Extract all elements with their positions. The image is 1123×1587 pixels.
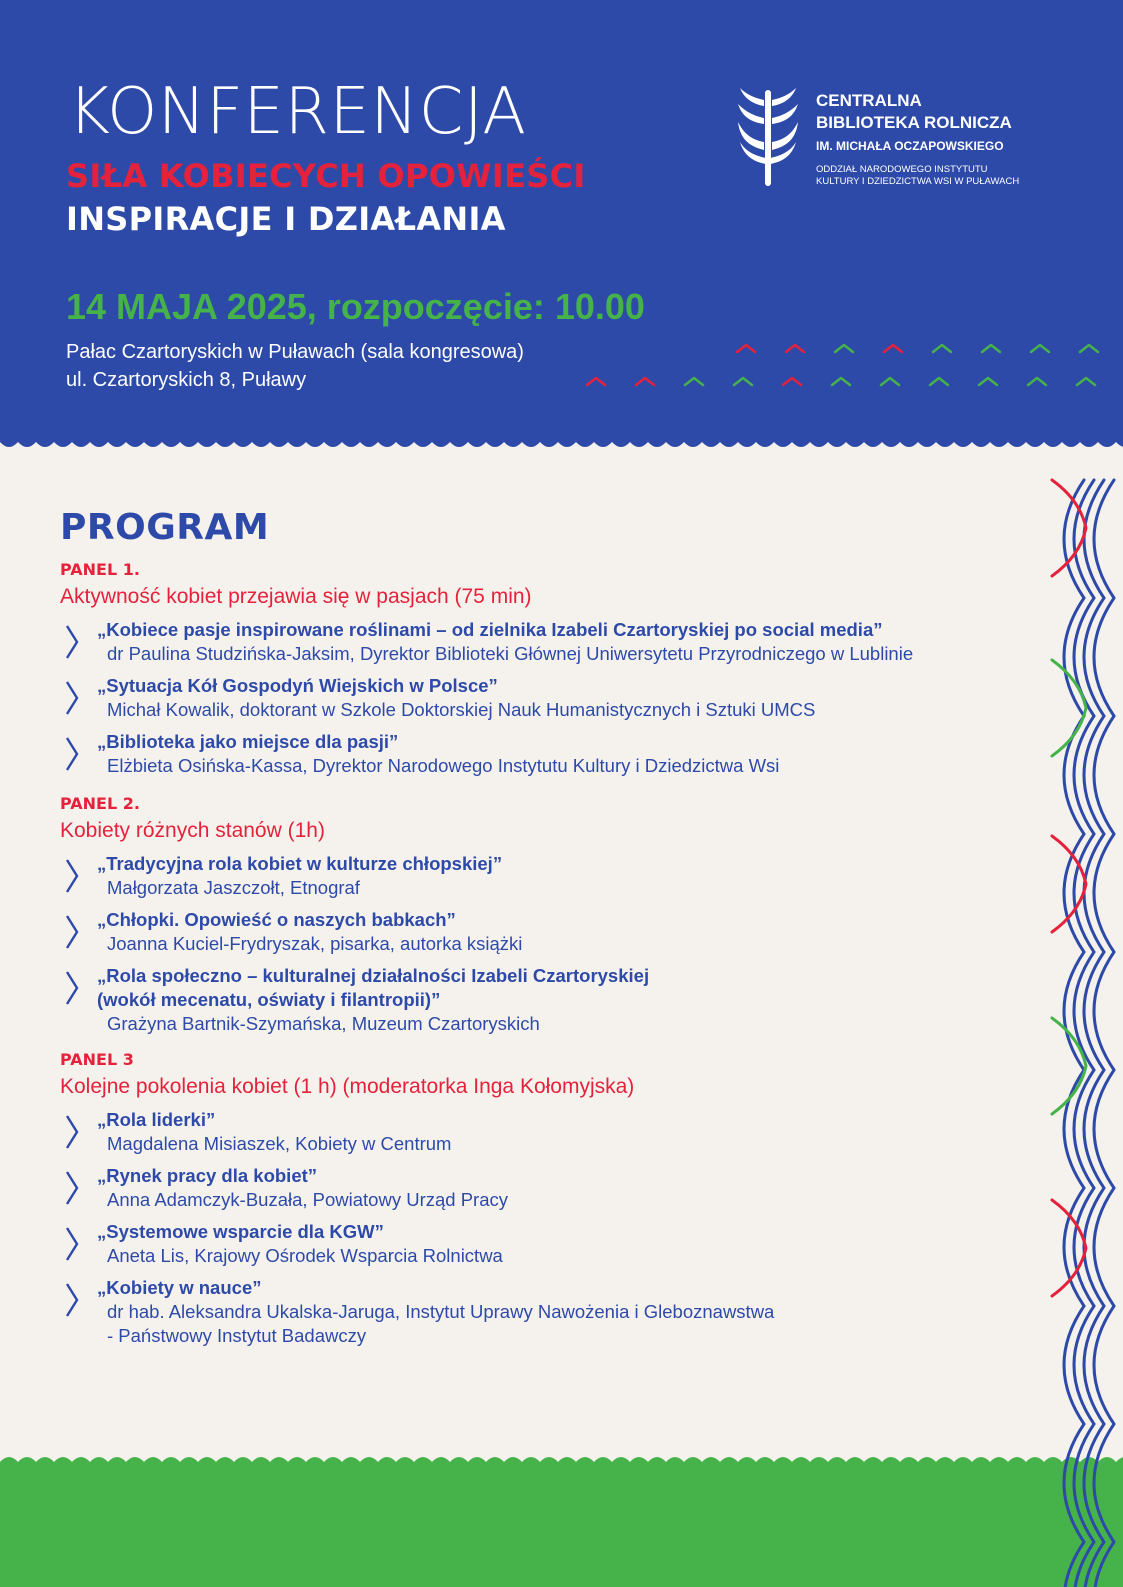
logo-text-line-1: CENTRALNA [816, 91, 922, 110]
program-item [60, 908, 649, 956]
chevron-up-icon [979, 378, 997, 385]
chevron-up-icon [783, 378, 801, 385]
chevron-right-icon [1052, 836, 1086, 932]
venue-line-1: Pałac Czartoryskich w Puławach (sala kongresowa) [66, 341, 524, 363]
item-speaker: Elżbieta Osińska-Kassa, Dyrektor Narodowego Instytutu Kultury i Dziedzictwa Wsi [107, 755, 780, 776]
chevron-up-icon [884, 345, 902, 352]
chevron-right-icon [65, 1226, 79, 1262]
logo-text-line-3: IM. MICHAŁA OCZAPOWSKIEGO [816, 139, 1004, 153]
chevron-up-icon [1031, 345, 1049, 352]
wave-line [1094, 480, 1114, 1587]
panel-1 [60, 560, 913, 778]
item-speaker: Joanna Kuciel-Frydryszak, pisarka, autorka książki [107, 933, 523, 954]
program-item [60, 1276, 774, 1348]
panel-label: PANEL 1. [60, 560, 140, 579]
decorative-wave-border [1040, 440, 1123, 1587]
chevron-up-icon [587, 378, 605, 385]
header-scalloped-edge [0, 438, 1123, 452]
item-title: „Rola liderki” [97, 1109, 216, 1130]
item-speaker: Małgorzata Jaszczołt, Etnograf [107, 877, 360, 898]
item-title: „Kobiece pasje inspirowane roślinami – od zielnika Izabeli Czartoryskiej po social media” [97, 619, 883, 640]
panel-2 [60, 794, 649, 1036]
chevron-right-icon [65, 736, 79, 772]
panel-label: PANEL 2. [60, 794, 140, 813]
chevron-right-icon [1052, 480, 1086, 576]
item-title: „Rola społeczno – kulturalnej działalności Izabeli Czartoryskiej (wokół mecenatu, oświaty i filantropii)” [97, 965, 650, 1010]
chevron-right-icon [65, 914, 79, 950]
program-item [60, 1220, 774, 1268]
item-speaker: Magdalena Misiaszek, Kobiety w Centrum [107, 1133, 452, 1154]
logo-text-line-5: KULTURY I DZIEDZICTWA WSI W PUŁAWACH [816, 176, 1020, 187]
item-title: „Sytuacja Kół Gospodyń Wiejskich w Polsce” [97, 675, 498, 696]
footer-band [0, 1452, 1123, 1587]
chevron-up-icon [786, 345, 804, 352]
conference-subtitle-red: SIŁA KOBIECYCH OPOWIEŚCI [66, 157, 586, 195]
panel-title: Kobiety różnych stanów (1h) [60, 819, 325, 842]
panel-title: Kolejne pokolenia kobiet (1 h) (moderatorka Inga Kołomyjska) [60, 1075, 635, 1098]
item-speaker: Michał Kowalik, doktorant w Szkole Doktorskiej Nauk Humanistycznych i Sztuki UMCS [107, 699, 816, 720]
chevron-up-icon [832, 378, 850, 385]
item-speaker: dr hab. Aleksandra Ukalska-Jaruga, Instytut Uprawy Nawożenia i Gleboznawstwa - Państwowy Instytut Badawczy [107, 1301, 775, 1346]
item-title: „Rynek pracy dla kobiet” [97, 1165, 318, 1186]
chevron-up-icon [933, 345, 951, 352]
chevron-up-icon [1077, 378, 1095, 385]
header-banner [0, 0, 1123, 440]
chevron-right-icon [65, 624, 79, 660]
program-item [60, 730, 913, 778]
program-heading: PROGRAM [60, 507, 270, 548]
panel-label: PANEL 3 [60, 1050, 134, 1069]
program-item [60, 618, 913, 666]
panel-title: Aktywność kobiet przejawia się w pasjach (75 min) [60, 585, 532, 608]
item-title: „Kobiety w nauce” [97, 1277, 262, 1298]
chevron-right-icon [65, 1170, 79, 1206]
chevron-up-icon [636, 378, 654, 385]
venue-line-2: ul. Czartoryskich 8, Puławy [66, 369, 307, 391]
item-speaker: Anna Adamczyk-Buzała, Powiatowy Urząd Pracy [107, 1189, 509, 1210]
event-date: 14 MAJA 2025, rozpoczęcie: 10.00 [66, 286, 645, 327]
item-speaker: Grażyna Bartnik-Szymańska, Muzeum Czartoryskich [107, 1013, 540, 1034]
program-item [60, 1164, 774, 1212]
item-title: „Chłopki. Opowieść o naszych babkach” [97, 909, 456, 930]
program-item [60, 674, 913, 722]
chevron-up-icon [737, 345, 755, 352]
chevron-right-icon [65, 858, 79, 894]
item-speaker: dr Paulina Studzińska-Jaksim, Dyrektor Biblioteki Głównej Uniwersytetu Przyrodniczego w Lublinie [107, 643, 914, 664]
chevron-up-icon [881, 378, 899, 385]
item-title: „Biblioteka jako miejsce dla pasji” [97, 731, 399, 752]
item-title: „Tradycyjna rola kobiet w kulturze chłopskiej” [97, 853, 503, 874]
decorative-chevrons [0, 0, 1123, 440]
chevron-right-icon [65, 1114, 79, 1150]
program-item [60, 852, 649, 900]
chevron-up-icon [982, 345, 1000, 352]
item-speaker: Aneta Lis, Krajowy Ośrodek Wsparcia Rolnictwa [107, 1245, 503, 1266]
program-item [60, 1108, 774, 1156]
chevron-right-icon [65, 680, 79, 716]
chevron-right-icon [65, 970, 79, 1006]
chevron-up-icon [734, 378, 752, 385]
logo-text-line-4: ODDZIAŁ NARODOWEGO INSTYTUTU [816, 164, 988, 175]
chevron-up-icon [930, 378, 948, 385]
chevron-right-icon [65, 1282, 79, 1318]
conference-title: KONFERENCJA [68, 75, 527, 149]
conference-subtitle-white: INSPIRACJE I DZIAŁANIA [66, 200, 506, 238]
panel-3 [60, 1050, 774, 1348]
chevron-up-icon [1028, 378, 1046, 385]
program-item [60, 964, 649, 1036]
logo-text-line-2: BIBLIOTEKA ROLNICZA [816, 113, 1012, 132]
chevron-up-icon [835, 345, 853, 352]
chevron-up-icon [1080, 345, 1098, 352]
chevron-up-icon [685, 378, 703, 385]
item-title: „Systemowe wsparcie dla KGW” [97, 1221, 384, 1242]
